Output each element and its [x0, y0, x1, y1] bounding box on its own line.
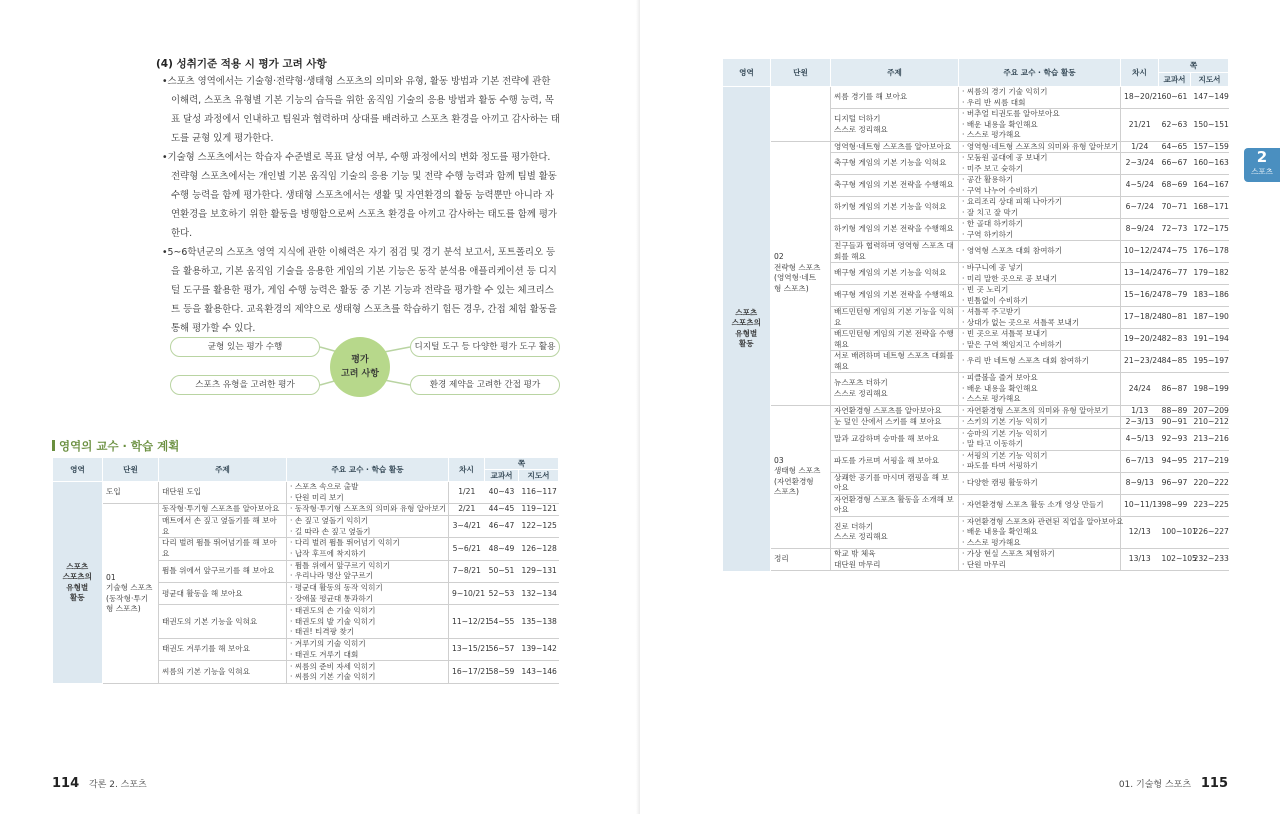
header-pages: 쪽: [485, 458, 559, 470]
textbook-pages-cell: 44~45: [485, 504, 519, 516]
topic-cell: 배드민턴형 게임의 기본 기능을 익혀요: [831, 307, 959, 329]
topic-cell: 눈 덮인 산에서 스키를 해 보아요: [831, 417, 959, 429]
activity-line: · 스스로 평가해요: [962, 537, 1021, 547]
header-guide: 지도서: [1191, 73, 1229, 87]
activity-line: · 동작형·투기형 스포츠의 의미와 유형 알아보기: [290, 504, 447, 514]
header-unit: 단원: [103, 458, 159, 482]
folio-label-right: 01. 기술형 스포츠: [1118, 780, 1192, 790]
page-number-left: 114: [52, 776, 80, 791]
header-activities: 주요 교수 · 학습 활동: [287, 458, 449, 482]
header-topic: 주제: [159, 458, 287, 482]
activity-line: · 모둠원 골대에 공 보내기: [962, 153, 1048, 162]
period-cell: 12/13: [1121, 516, 1159, 549]
textbook-pages-cell: 74~75: [1159, 241, 1191, 263]
guide-pages-cell: 207~209: [1191, 405, 1229, 417]
topic-cell: 영역형·네트형 스포츠를 알아보아요: [831, 141, 959, 153]
guide-pages-cell: 157~159: [1191, 141, 1229, 153]
activity-line: · 다리 벌려 뜀틀 뛰어넘기 익히기: [290, 538, 400, 548]
textbook-pages-cell: 52~53: [485, 583, 519, 605]
topic-cell: 태권도의 기본 기능을 익혀요: [159, 605, 287, 639]
bullet-item: • 5~6학년군의 스포츠 영역 지식에 관한 이해력은 자기 점검 및 경기 분석 보고서, 포트폴리오 등을 활용하고, 기본 움직임 기술을 응용한 게임의 기본 기능은 동작 분석용 애플리케이션 등 디지털 도구를 활용한 평가, 게임 수행 능력은 활동 중 기본 기능과 전략을 평가할 수 있는 체크리스트 등을 활용한다. 교육환경의 제약으로 생태형 스포츠를 학습하기 힘든 경우, 간접 체험 활동을 통해 평가할 수 있다.: [162, 243, 560, 338]
folio-right: [1119, 776, 1228, 791]
plan-heading-text: 영역의 교수 · 학습 계획: [59, 439, 180, 453]
activities-cell: [959, 175, 1121, 197]
textbook-pages-cell: 82~83: [1159, 329, 1191, 351]
textbook-pages-cell: 98~99: [1159, 494, 1191, 516]
map-node-bottom-right: 환경 제약을 고려한 간접 평가: [410, 375, 560, 395]
activity-line: · 미주 보고 슛하기: [962, 163, 1024, 173]
activity-line: · 자연환경형 스포츠 활동 소개 영상 만들기: [962, 499, 1104, 509]
activity-line: · 바구니에 공 넣기: [962, 263, 1024, 272]
guide-pages-cell: 160~163: [1191, 153, 1229, 175]
guide-pages-cell: 179~182: [1191, 263, 1229, 285]
activity-line: · 한 골대 하키하기: [962, 219, 1024, 228]
bullet-item: • 기술형 스포츠에서는 학습자 수준별로 목표 달성 여부, 수행 과정에서의 변화 정도를 평가한다. 전략형 스포츠에서는 개인별 기본 움직임 기술의 응용 기능 및 전략 수행 능력과 함께 팀별 활동 수행 능력을 함께 평가한다. 생태형 스포츠에서는 생활 및 자연환경의 활동 능력뿐만 아니라 자연환경을 보호하기 위한 활동을 병행함으로써 스포츠 환경을 아끼고 감사하는 태도를 함께 평가한다.: [162, 148, 560, 243]
period-cell: 19~20/24: [1121, 329, 1159, 351]
activities-cell: [959, 351, 1121, 373]
guide-pages-cell: 132~134: [519, 583, 559, 605]
period-cell: 8~9/24: [1121, 219, 1159, 241]
area-cell: 스포츠 스포츠의 유형별 활동: [53, 482, 103, 684]
activities-cell: [959, 141, 1121, 153]
activity-line: · 승마의 기본 기능 익히기: [962, 428, 1048, 438]
guide-pages-cell: 150~151: [1191, 109, 1229, 142]
activities-cell: [959, 263, 1121, 285]
activity-line: · 배운 내용을 확인해요: [962, 119, 1038, 129]
activity-line: · 우리 반 씨름 대회: [962, 97, 1026, 107]
activity-line: · 서핑의 기본 기능 익히기: [962, 450, 1048, 460]
guide-pages-cell: 116~117: [519, 482, 559, 504]
textbook-pages-cell: 100~101: [1159, 516, 1191, 549]
activity-line: · 미리 말한 곳으로 공 보내기: [962, 273, 1058, 283]
topic-cell: 씨름의 기본 기능을 익혀요: [159, 661, 287, 683]
period-cell: 18~20/21: [1121, 87, 1159, 109]
topic-cell: 동작형·투기형 스포츠를 알아보아요: [159, 504, 287, 516]
plan-heading: [52, 438, 179, 454]
activities-cell: [287, 583, 449, 605]
topic-cell: 씨름 경기를 해 보아요: [831, 87, 959, 109]
activity-line: · 맡은 구역 책임지고 수비하기: [962, 339, 1063, 349]
period-cell: 2/21: [449, 504, 485, 516]
topic-cell: 뉴스포츠 더하기 스스로 정리해요: [831, 373, 959, 406]
header-textbook: 교과서: [485, 470, 519, 482]
activities-cell: [959, 109, 1121, 142]
map-center-line1: 평가: [351, 355, 369, 365]
activity-line: · 영역형·네트형 스포츠의 의미와 유형 알아보기: [962, 141, 1119, 151]
guide-pages-cell: 191~194: [1191, 329, 1229, 351]
table-row: [53, 482, 559, 504]
textbook-pages-cell: 64~65: [1159, 141, 1191, 153]
activity-line: · 태권도의 손 기술 익히기: [290, 606, 376, 615]
activity-line: · 다양한 캠핑 활동하기: [962, 477, 1038, 487]
chapter-tab-label: 스포츠: [1251, 167, 1273, 176]
activity-line: · 가상 현실 스포츠 체험하기: [962, 549, 1055, 558]
topic-cell: 평균대 활동을 해 보아요: [159, 583, 287, 605]
folio-label-left: 각론 2. 스포츠: [88, 780, 147, 790]
activity-line: · 빈틈없이 수비하기: [962, 295, 1028, 305]
textbook-pages-cell: 58~59: [485, 661, 519, 683]
guide-pages-cell: 135~138: [519, 605, 559, 639]
textbook-pages-cell: 76~77: [1159, 263, 1191, 285]
period-cell: 16~17/21: [449, 661, 485, 683]
textbook-pages-cell: 88~89: [1159, 405, 1191, 417]
guide-pages-cell: 210~212: [1191, 417, 1229, 429]
activity-line: · 평균대 활동의 동작 익히기: [290, 583, 383, 593]
period-cell: 1/21: [449, 482, 485, 504]
chapter-tab-number: 2: [1256, 148, 1268, 166]
header-period: 차시: [1121, 59, 1159, 87]
topic-cell: 진로 더하기 스스로 정리해요: [831, 516, 959, 549]
activity-line: · 스스로 평가해요: [962, 130, 1021, 139]
activity-line: · 파도를 타며 서핑하기: [962, 461, 1038, 470]
textbook-pages-cell: 84~85: [1159, 351, 1191, 373]
topic-cell: 상쾌한 공기를 마시며 캠핑을 해 보아요: [831, 472, 959, 494]
textbook-pages-cell: 72~73: [1159, 219, 1191, 241]
textbook-pages-cell: 62~63: [1159, 109, 1191, 142]
header-textbook: 교과서: [1159, 73, 1191, 87]
topic-cell: 태권도 겨루기를 해 보아요: [159, 639, 287, 661]
header-period: 차시: [449, 458, 485, 482]
section-heading: (4) 성취기준 적용 시 평가 고려 사항: [156, 58, 327, 70]
period-cell: 21/21: [1121, 109, 1159, 142]
topic-cell: 자연환경형 스포츠를 알아보아요: [831, 405, 959, 417]
activity-line: · 구역 나누어 수비하기: [962, 185, 1038, 195]
period-cell: 21~23/24: [1121, 351, 1159, 373]
period-cell: 8~9/13: [1121, 472, 1159, 494]
folio-left: [52, 776, 147, 791]
activities-cell: [959, 450, 1121, 472]
table-row: [53, 504, 559, 516]
activity-line: · 우리나라 명산 앞구르기: [290, 571, 374, 581]
activity-line: · 셔틀콕 주고받기: [962, 307, 1021, 316]
textbook-pages-cell: 70~71: [1159, 197, 1191, 219]
activity-line: · 자연환경형 스포츠와 관련된 직업을 알아보아요: [962, 516, 1124, 526]
period-cell: 13~14/24: [1121, 263, 1159, 285]
period-cell: 13~15/21: [449, 639, 485, 661]
topic-cell: 매트에서 손 짚고 옆돌기를 해 보아요: [159, 515, 287, 537]
activities-cell: [959, 549, 1121, 571]
activity-line: · 우리 반 네트형 스포츠 대회 참여하기: [962, 356, 1089, 366]
guide-pages-cell: 126~128: [519, 538, 559, 560]
activities-cell: [959, 516, 1124, 549]
activity-line: · 단원 미리 보기: [290, 492, 344, 502]
guide-pages-cell: 164~167: [1191, 175, 1229, 197]
period-cell: 2~3/24: [1121, 153, 1159, 175]
activity-line: · 태권도의 발 기술 익히기: [290, 616, 376, 626]
header-activities: 주요 교수 · 학습 활동: [959, 59, 1121, 87]
period-cell: 15~16/24: [1121, 285, 1159, 307]
activity-line: · 요리조리 상대 피해 나아가기: [962, 197, 1063, 206]
guide-pages-cell: 129~131: [519, 560, 559, 582]
textbook-pages-cell: 40~43: [485, 482, 519, 504]
activity-line: · 납작 후프에 착지하기: [290, 548, 366, 558]
activity-line: · 버추얼 티권도를 알아보아요: [962, 109, 1060, 118]
topic-cell: 서로 배려하며 네트형 스포츠 대회를 해요: [831, 351, 959, 373]
topic-cell: 뜀틀 위에서 앞구르기를 해 보아요: [159, 560, 287, 582]
topic-cell: 말과 교감하며 승마를 해 보아요: [831, 428, 959, 450]
activities-cell: [287, 605, 449, 639]
topic-cell: 학교 밖 체육 대단원 마무리: [831, 549, 959, 571]
period-cell: 6~7/13: [1121, 450, 1159, 472]
activity-line: · 피클볼을 즐겨 보아요: [962, 373, 1038, 382]
textbook-pages-cell: 102~105: [1159, 549, 1191, 571]
activities-cell: [287, 639, 449, 661]
guide-pages-cell: 168~171: [1191, 197, 1229, 219]
textbook-pages-cell: 94~95: [1159, 450, 1191, 472]
unit-cell: 도입: [103, 482, 159, 504]
topic-cell: 자연환경형 스포츠 활동을 소개해 보아요: [831, 494, 959, 516]
textbook-pages-cell: 48~49: [485, 538, 519, 560]
header-area: 영역: [53, 458, 103, 482]
activity-line: · 태권도 겨루기 대회: [290, 649, 359, 659]
guide-pages-cell: 187~190: [1191, 307, 1229, 329]
textbook-pages-cell: 96~97: [1159, 472, 1191, 494]
period-cell: 1/13: [1121, 405, 1159, 417]
period-cell: 24/24: [1121, 373, 1159, 406]
activity-line: · 구역 하키하기: [962, 229, 1014, 239]
guide-pages-cell: 195~197: [1191, 351, 1229, 373]
guide-pages-cell: 147~149: [1191, 87, 1229, 109]
activities-cell: [959, 329, 1121, 351]
period-cell: 11~12/21: [449, 605, 485, 639]
header-pages: 쪽: [1159, 59, 1229, 73]
activities-cell: [959, 472, 1121, 494]
guide-pages-cell: 220~222: [1191, 472, 1229, 494]
topic-cell: 디지털 더하기 스스로 정리해요: [831, 109, 959, 142]
table-row: [723, 405, 1229, 417]
guide-pages-cell: 139~142: [519, 639, 559, 661]
period-cell: 4~5/13: [1121, 428, 1159, 450]
activities-cell: [959, 494, 1121, 516]
header-unit: 단원: [771, 59, 831, 87]
activity-line: · 씨름의 준비 자세 익히기: [290, 661, 376, 671]
activities-cell: [959, 405, 1121, 417]
topic-cell: 하키형 게임의 기본 전략을 수행해요: [831, 219, 959, 241]
activity-line: · 빈 곳 노리기: [962, 285, 1009, 294]
activities-cell: [287, 560, 449, 582]
map-node-top-right: 디지털 도구 등 다양한 평가 도구 활용: [410, 337, 560, 357]
map-center-line2: 고려 사항: [341, 369, 379, 379]
textbook-pages-cell: 90~91: [1159, 417, 1191, 429]
unit-cell: [771, 87, 831, 142]
activities-cell: [959, 307, 1121, 329]
activities-cell: [959, 241, 1121, 263]
topic-cell: 대단원 도입: [159, 482, 287, 504]
period-cell: 7~8/21: [449, 560, 485, 582]
activities-cell: [959, 87, 1121, 109]
activities-cell: [287, 515, 449, 537]
activity-line: · 길 따라 손 짚고 옆돌기: [290, 526, 371, 536]
evaluation-bullets: [162, 72, 560, 338]
map-center-node: [330, 337, 390, 397]
textbook-pages-cell: 80~81: [1159, 307, 1191, 329]
activity-line: · 상대가 없는 곳으로 셔틀콕 보내기: [962, 317, 1080, 327]
activities-cell: [287, 661, 449, 683]
header-topic: 주제: [831, 59, 959, 87]
activities-cell: [959, 417, 1121, 429]
guide-pages-cell: 223~225: [1191, 494, 1229, 516]
activity-line: · 스키의 기본 기능 익히기: [962, 417, 1048, 426]
activity-line: · 공간 활용하기: [962, 175, 1014, 184]
period-cell: 3~4/21: [449, 515, 485, 537]
activity-line: · 스스로 평가해요: [962, 394, 1021, 403]
textbook-pages-cell: 92~93: [1159, 428, 1191, 450]
period-cell: 2~3/13: [1121, 417, 1159, 429]
period-cell: 5~6/21: [449, 538, 485, 560]
topic-cell: 축구형 게임의 기본 전략을 수행해요: [831, 175, 959, 197]
activity-line: · 배운 내용을 확인해요: [962, 527, 1038, 536]
textbook-pages-cell: 56~57: [485, 639, 519, 661]
activities-cell: [959, 285, 1121, 307]
heading-bar: [52, 440, 55, 451]
topic-cell: 배구형 게임의 기본 전략을 수행해요: [831, 285, 959, 307]
period-cell: 10~12/24: [1121, 241, 1159, 263]
topic-cell: 하키형 게임의 기본 기능을 익혀요: [831, 197, 959, 219]
unit-cell: 01 기술형 스포츠 (동작형·투기 형 스포츠): [103, 504, 159, 683]
period-cell: 17~18/24: [1121, 307, 1159, 329]
activity-line: · 손 짚고 옆돌기 익히기: [290, 516, 369, 526]
activity-line: · 말 타고 이동하기: [962, 439, 1024, 448]
period-cell: 4~5/24: [1121, 175, 1159, 197]
topic-cell: 파도를 가르며 서핑을 해 보아요: [831, 450, 959, 472]
map-node-top-left: 균형 있는 평가 수행: [170, 337, 320, 357]
period-cell: 13/13: [1121, 549, 1159, 571]
unit-cell: 02 전략형 스포츠 (영역형·네트 형 스포츠): [771, 141, 831, 405]
activity-line: · 겨루기의 기술 익히기: [290, 639, 366, 649]
period-cell: 9~10/21: [449, 583, 485, 605]
textbook-pages-cell: 46~47: [485, 515, 519, 537]
topic-cell: 배드민턴형 게임의 기본 전략을 수행해요: [831, 329, 959, 351]
plan-table-right: [722, 58, 1229, 571]
table-row: [723, 87, 1229, 109]
guide-pages-cell: 183~186: [1191, 285, 1229, 307]
unit-cell: 03 생태형 스포츠 (자연환경형 스포츠): [771, 405, 831, 549]
chapter-tab: [1244, 148, 1280, 182]
period-cell: 6~7/24: [1121, 197, 1159, 219]
topic-cell: 배구형 게임의 기본 기능을 익혀요: [831, 263, 959, 285]
textbook-pages-cell: 60~61: [1159, 87, 1191, 109]
activities-cell: [959, 153, 1121, 175]
period-cell: 1/24: [1121, 141, 1159, 153]
guide-pages-cell: 143~146: [519, 661, 559, 683]
activities-cell: [287, 482, 449, 504]
activities-cell: [959, 373, 1121, 406]
guide-pages-cell: 232~233: [1191, 549, 1229, 571]
guide-pages-cell: 122~125: [519, 515, 559, 537]
activities-cell: [959, 428, 1121, 450]
period-cell: 10~11/13: [1121, 494, 1159, 516]
textbook-pages-cell: 68~69: [1159, 175, 1191, 197]
activity-line: · 스포츠 속으로 출발: [290, 482, 359, 492]
area-cell: 스포츠 스포츠의 유형별 활동: [723, 87, 771, 571]
activity-line: · 빈 곳으로 셔틀콕 보내기: [962, 329, 1048, 338]
activity-line: · 단원 마무리: [962, 559, 1006, 569]
activities-cell: [287, 538, 449, 560]
activities-cell: [287, 504, 449, 516]
header-area: 영역: [723, 59, 771, 87]
topic-cell: 친구들과 협력하며 영역형 스포츠 대회를 해요: [831, 241, 959, 263]
page-number-right: 115: [1200, 776, 1228, 791]
textbook-pages-cell: 86~87: [1159, 373, 1191, 406]
activity-line: · 씨름의 경기 기술 익히기: [962, 87, 1048, 96]
guide-pages-cell: 213~216: [1191, 428, 1229, 450]
textbook-pages-cell: 50~51: [485, 560, 519, 582]
map-node-bottom-left: 스포츠 유형을 고려한 평가: [170, 375, 320, 395]
activities-cell: [959, 219, 1121, 241]
guide-pages-cell: 198~199: [1191, 373, 1229, 406]
plan-table-left: [52, 457, 559, 684]
guide-pages-cell: 217~219: [1191, 450, 1229, 472]
activity-line: · 자연환경형 스포츠의 의미와 유형 알아보기: [962, 405, 1109, 415]
activity-line: · 잘 치고 잘 막기: [962, 207, 1019, 217]
activity-line: · 배운 내용을 확인해요: [962, 383, 1038, 393]
bullet-item: • 스포츠 영역에서는 기술형·전략형·생태형 스포츠의 의미와 유형, 활동 방법과 기본 전략에 관한 이해력, 스포츠 유형별 기본 기능의 습득을 위한 움직임 기술의 응용 방법과 활동 수행 능력, 목표 달성 과정에서 인내하고 팀원과 협력하며 상대를 배려하고 스포츠 환경을 아끼고 감사하는 태도를 균형 있게 평가한다.: [162, 72, 560, 148]
guide-pages-cell: 119~121: [519, 504, 559, 516]
activity-line: · 씨름의 기본 기술 익히기: [290, 672, 376, 682]
textbook-pages-cell: 54~55: [485, 605, 519, 639]
guide-pages-cell: 226~227: [1191, 516, 1229, 549]
activity-line: · 태권! 티격팡 찾기: [290, 627, 355, 636]
concept-map: [170, 334, 560, 398]
topic-cell: 다리 벌려 뜀틀 뛰어넘기를 해 보아요: [159, 538, 287, 560]
header-guide: 지도서: [519, 470, 559, 482]
table-row: [723, 549, 1229, 571]
activity-line: · 영역형 스포츠 대회 참여하기: [962, 246, 1063, 256]
table-row: [723, 141, 1229, 153]
activity-line: · 장애물 평균대 통과하기: [290, 593, 374, 603]
activity-line: · 뜀틀 위에서 앞구르기 익히기: [290, 560, 391, 570]
textbook-pages-cell: 66~67: [1159, 153, 1191, 175]
activities-cell: [959, 197, 1121, 219]
guide-pages-cell: 172~175: [1191, 219, 1229, 241]
textbook-pages-cell: 78~79: [1159, 285, 1191, 307]
unit-cell: 정리: [771, 549, 831, 571]
topic-cell: 축구형 게임의 기본 기능을 익혀요: [831, 153, 959, 175]
guide-pages-cell: 176~178: [1191, 241, 1229, 263]
